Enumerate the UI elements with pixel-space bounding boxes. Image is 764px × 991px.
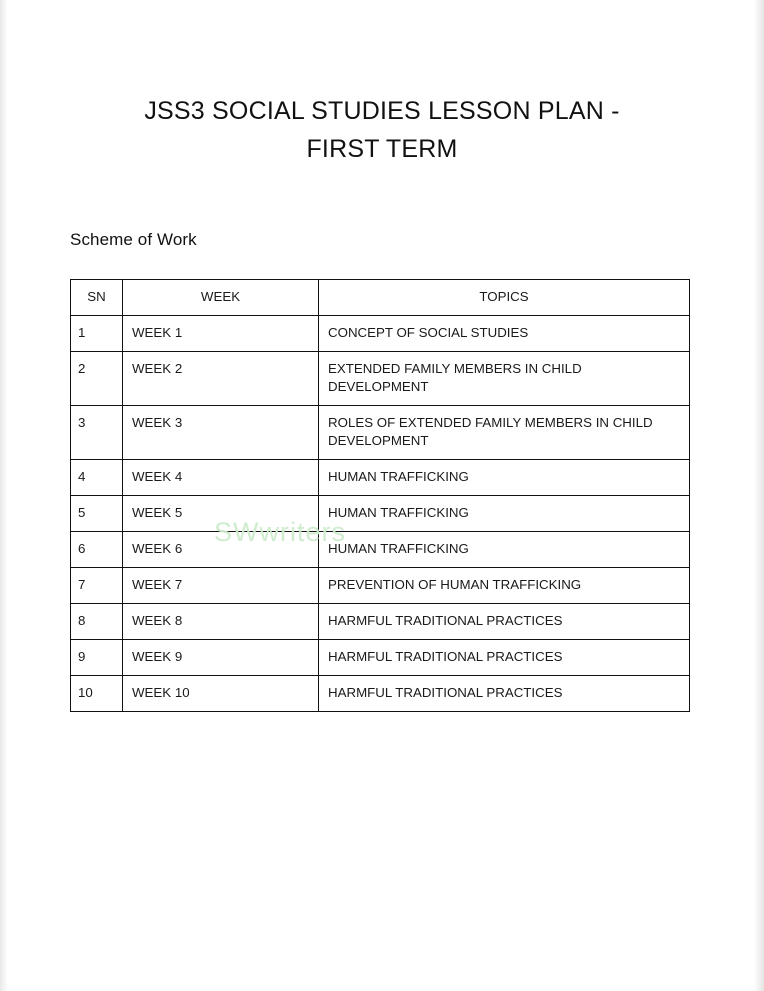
cell-topic: ROLES OF EXTENDED FAMILY MEMBERS IN CHILD DEVELOPMENT	[319, 406, 690, 460]
cell-week: WEEK 4	[123, 460, 319, 496]
cell-topic: HUMAN TRAFFICKING	[319, 460, 690, 496]
cell-topic: HUMAN TRAFFICKING	[319, 496, 690, 532]
cell-week: WEEK 7	[123, 568, 319, 604]
cell-topic: CONCEPT OF SOCIAL STUDIES	[319, 316, 690, 352]
cell-sn: 4	[71, 460, 123, 496]
table-header-row	[71, 280, 690, 316]
scheme-of-work-table	[70, 279, 690, 712]
cell-sn: 8	[71, 604, 123, 640]
cell-sn: 1	[71, 316, 123, 352]
cell-week: WEEK 8	[123, 604, 319, 640]
cell-sn: 2	[71, 352, 123, 406]
table-row	[71, 406, 690, 460]
cell-sn: 9	[71, 640, 123, 676]
cell-topic: HARMFUL TRADITIONAL PRACTICES	[319, 604, 690, 640]
table-row	[71, 496, 690, 532]
cell-week: WEEK 2	[123, 352, 319, 406]
cell-topic: PREVENTION OF HUMAN TRAFFICKING	[319, 568, 690, 604]
cell-sn: 3	[71, 406, 123, 460]
cell-topic: HARMFUL TRADITIONAL PRACTICES	[319, 676, 690, 712]
column-header-topics: TOPICS	[319, 280, 690, 316]
cell-week: WEEK 10	[123, 676, 319, 712]
cell-week: WEEK 3	[123, 406, 319, 460]
table-header	[71, 280, 690, 316]
scheme-of-work-table-wrapper	[70, 279, 689, 712]
cell-week: WEEK 9	[123, 640, 319, 676]
table-row	[71, 352, 690, 406]
page-title: JSS3 SOCIAL STUDIES LESSON PLAN - FIRST TERM	[144, 97, 620, 163]
cell-sn: 10	[71, 676, 123, 712]
document-content	[0, 0, 764, 250]
table-row	[71, 640, 690, 676]
cell-topic: HARMFUL TRADITIONAL PRACTICES	[319, 640, 690, 676]
table-row	[71, 676, 690, 712]
cell-sn: 7	[71, 568, 123, 604]
column-header-sn: SN	[71, 280, 123, 316]
cell-topic: HUMAN TRAFFICKING	[319, 532, 690, 568]
cell-topic: EXTENDED FAMILY MEMBERS IN CHILD DEVELOPMENT	[319, 352, 690, 406]
table-row	[71, 460, 690, 496]
cell-week: WEEK 6	[123, 532, 319, 568]
table-row	[71, 532, 690, 568]
table-row	[71, 316, 690, 352]
cell-sn: 5	[71, 496, 123, 532]
cell-sn: 6	[71, 532, 123, 568]
table-body	[71, 316, 690, 712]
column-header-week: WEEK	[123, 280, 319, 316]
table-row	[71, 568, 690, 604]
cell-week: WEEK 5	[123, 496, 319, 532]
section-heading: Scheme of Work	[70, 230, 197, 249]
table-row	[71, 604, 690, 640]
watermark-text: SWwriters	[214, 517, 346, 547]
cell-week: WEEK 1	[123, 316, 319, 352]
